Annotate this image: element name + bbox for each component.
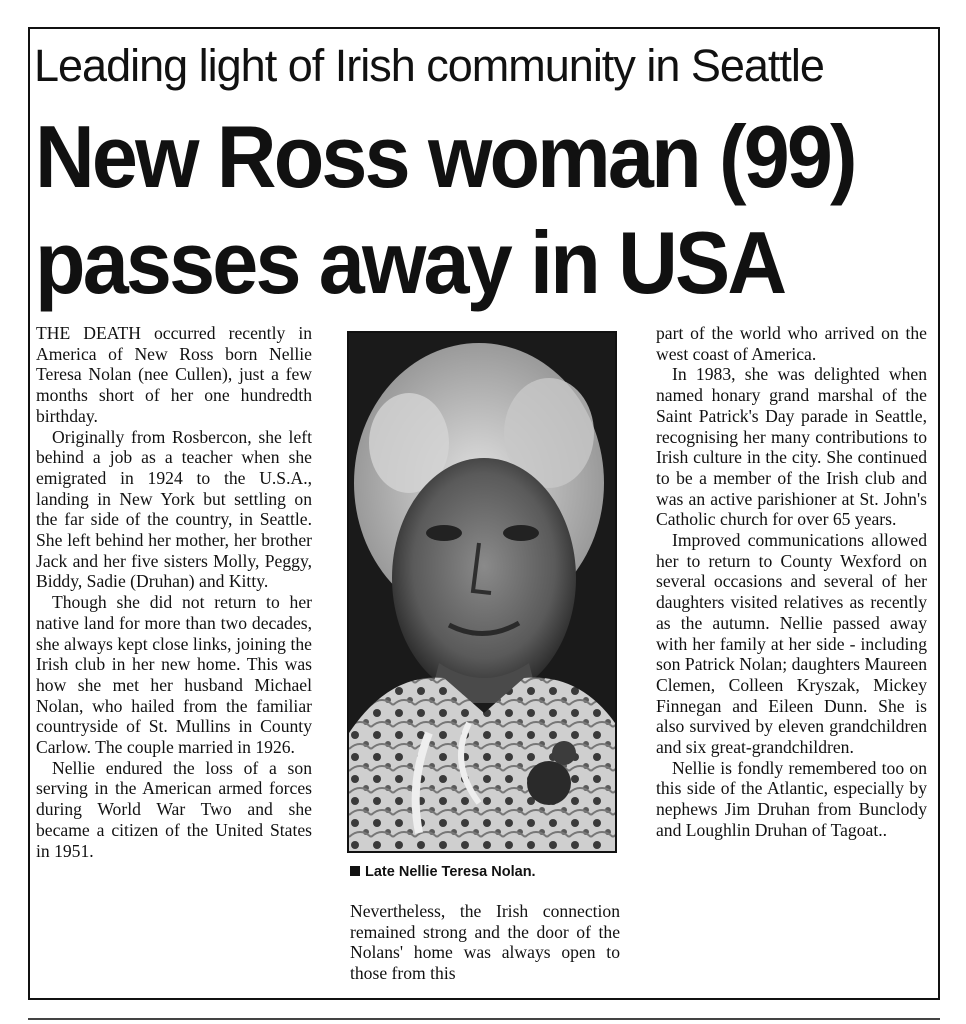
paragraph: Nellie endured the loss of a son serving in the American armed forces during World War Two and she became a citizen of the United States in 1951. (36, 757, 312, 861)
article-column-1 (36, 323, 312, 861)
article-column-2 (350, 901, 620, 984)
portrait-image (349, 333, 615, 851)
caption-text: Late Nellie Teresa Nolan. (365, 864, 536, 880)
paragraph: Nellie is fondly remembered too on this side of the Atlantic, especially by nephews Jim Druhan from Bunclody and Loughlin Druhan of Tagoat.. (656, 757, 927, 840)
paragraph (36, 323, 312, 427)
paragraph-text: occurred recently in America of New Ross born Nellie Teresa Nolan (nee Cullen), just a few months short of her one hundredth birthday. (36, 323, 313, 426)
paragraph: In 1983, she was delighted when named honary grand marshal of the Saint Patrick's Day parade in Seattle, recognising her many contributions to Irish culture in the city. She continued to be a member of the Irish club and was an active parishioner at St. John's Catholic church for over 65 years. (656, 364, 927, 530)
paragraph: Nevertheless, the Irish connection remained strong and the door of the Nolans' home was always open to those from this (350, 901, 620, 984)
photo-caption (350, 863, 620, 881)
headline-line-2: passes away in USA (35, 213, 785, 312)
headline-line-1: New Ross woman (99) (35, 107, 855, 206)
caption-bullet-icon (350, 866, 360, 876)
paragraph: Originally from Rosbercon, she left behind a job as a teacher when she emigrated in 1924 to the U.S.A., landing in New York but settling on the far side of the country, in Seattle. She left behind her mother, her brother Jack and her five sisters Molly, Peggy, Biddy, Sadie (Druhan) and Kitty. (36, 426, 312, 592)
article-headline (35, 104, 872, 316)
lead-caps: THE DEATH (36, 323, 141, 343)
article-column-3 (656, 323, 927, 841)
portrait-photo (347, 331, 617, 853)
paragraph: part of the world who arrived on the west coast of America. (656, 323, 927, 364)
bottom-rule (28, 1018, 940, 1020)
paragraph: Improved communications allowed her to return to County Wexford on several occasions and several of her daughters visited relatives as recently as the autumn. Nellie passed away with her family at her side - including son Patrick Nolan; daughters Maureen Clemen, Colleen Kryszak, Mickey Finnegan and Eileen Dunn. She is also survived by eleven grandchildren and six great-grandchildren. (656, 530, 927, 758)
article-kicker: Leading light of Irish community in Seattle (34, 40, 824, 91)
paragraph: Though she did not return to her native land for more than two decades, she always kept close links, joining the Irish club in her new home. This was how she met her husband Michael Nolan, who hailed from the familiar countryside of St. Mullins in County Carlow. The couple married in 1926. (36, 592, 312, 758)
